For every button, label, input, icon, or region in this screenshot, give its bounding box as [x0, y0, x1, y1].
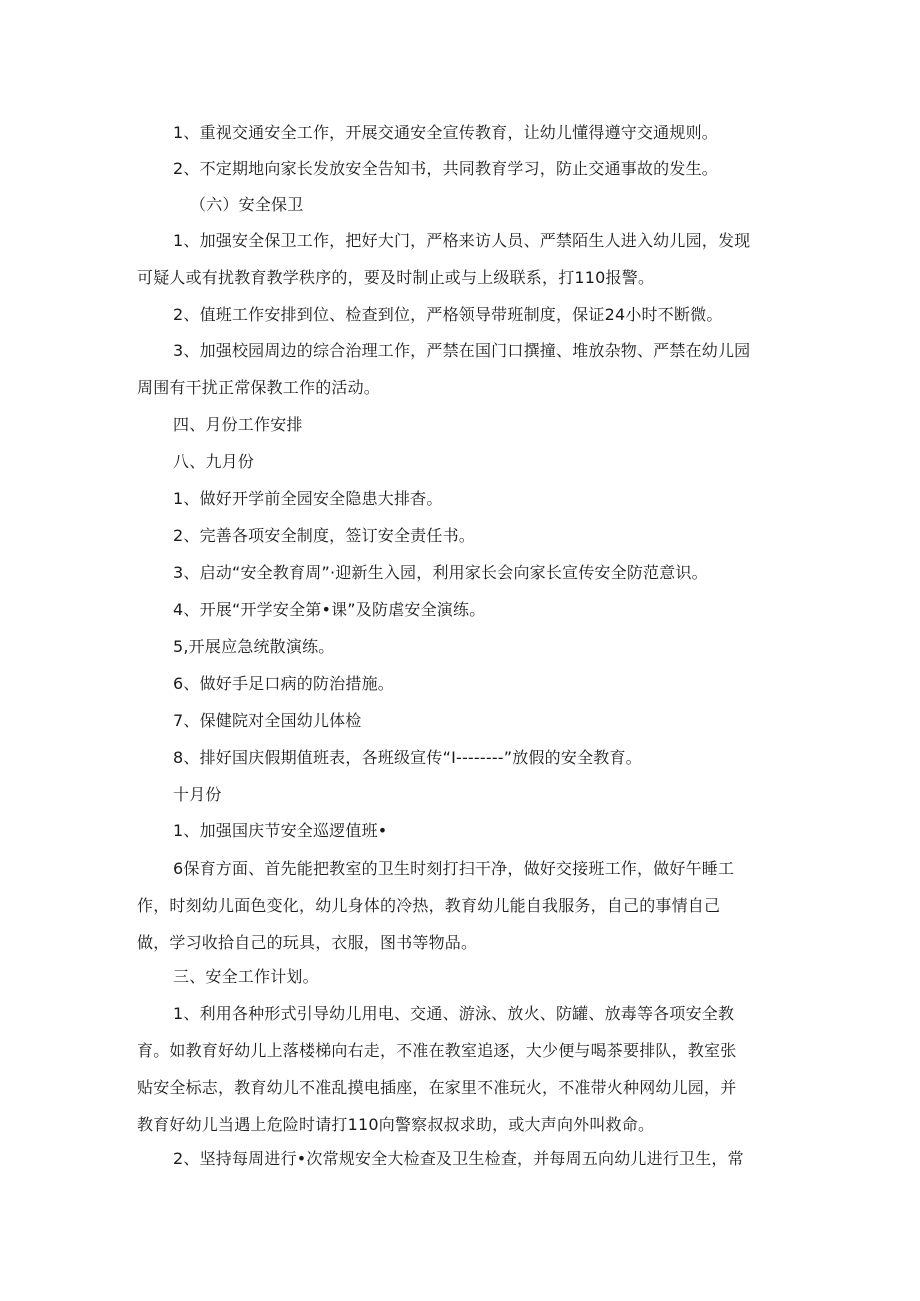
- list-item-aug-4: [173, 591, 773, 628]
- text-line: 教育好幼儿当遇上危险时请打110向警察叔叔求助，或大声向外叫救命。: [137, 1115, 655, 1134]
- section-heading-security: [190, 186, 790, 223]
- text-line: 4、开展“开学安全第•课”及防虐安全演练。: [173, 600, 486, 619]
- paragraph-traffic-2: [173, 150, 773, 187]
- text-line: 8、排好国庆假期值班表，各班级宣传“I--------”放假的安全教育。: [173, 748, 642, 767]
- paragraph-security-3: [137, 332, 773, 406]
- text-line: 周围有干扰正常保教工作的活动。: [137, 378, 381, 397]
- paragraph-plan-1: [137, 995, 773, 1143]
- list-item-aug-3: [173, 554, 773, 591]
- heading-aug-sep: [173, 443, 773, 480]
- text-line: （六）安全保卫: [190, 195, 304, 214]
- text-line: 2、完善各项安全制度，签订安全责任书。: [173, 526, 475, 545]
- text-line: 2、坚持每周进行•次常规安全大检查及卫生检查，并每周五向幼儿进行卫生，常: [173, 1149, 744, 1168]
- text-line: 四、月份工作安排: [173, 415, 303, 434]
- list-item-oct-1: [173, 812, 773, 849]
- text-line: 5,开展应急统散演练。: [173, 637, 335, 656]
- text-line: 1、加强国庆节安全巡逻值班•: [173, 821, 388, 840]
- text-line: 1、加强安全保卫工作，把好大门，严格来访人员、严禁陌生人进入幼儿园，发现: [173, 231, 751, 250]
- list-item-aug-8: [173, 739, 773, 776]
- heading-october: [173, 776, 773, 813]
- list-item-aug-7: [173, 702, 773, 739]
- text-line: 贴安全标志，教育幼儿不准乱摸电插座，在家里不准玩火，不准带火种网幼儿园，并: [137, 1078, 737, 1097]
- text-line: 2、值班工作安排到位、检查到位，严格领导带班制度，保证24小时不断微。: [173, 305, 723, 324]
- section-heading-safety-plan: [173, 958, 773, 995]
- list-item-aug-1: [173, 480, 773, 517]
- paragraph-plan-2: [173, 1140, 773, 1177]
- paragraph-traffic-1: [173, 114, 773, 151]
- paragraph-security-2: [173, 296, 773, 333]
- paragraph-security-1: [137, 222, 773, 296]
- text-line: 2、不定期地向家长发放安全告知书，共同教育学习，防止交通事故的发生。: [173, 159, 718, 178]
- text-line: 三、安全工作计划。: [173, 967, 319, 986]
- section-heading-monthly: [173, 406, 773, 443]
- text-line: 做，学习收拾自己的玩具，衣服，图书等物品。: [137, 933, 478, 952]
- text-line: 7、保健院对全国幼儿体检: [173, 711, 362, 730]
- text-line: 育。如教育好幼儿上落楼梯向右走，不准在教室追逐，大少便与喝茶要排队，教室张: [137, 1041, 737, 1060]
- list-item-aug-2: [173, 517, 773, 554]
- text-line: 可疑人或有扰教育教学秩序的，要及时制止或与上级联系，打110报警。: [137, 268, 655, 287]
- text-line: 6、做好手足口病的防治措施。: [173, 674, 394, 693]
- text-line: 3、加强校园周边的综合治理工作，严禁在国门口撰撞、堆放杂物、严禁在幼儿园: [173, 341, 751, 360]
- text-line: 3、启动“安全教育周”·迎新生入园，利用家长会向家长宣传安全防范意识。: [173, 563, 708, 582]
- text-line: 八、九月份: [173, 452, 255, 471]
- text-line: 十月份: [173, 785, 222, 804]
- text-line: 作，时刻幼儿面色变化，幼儿身体的冷热，教育幼儿能自我服务，自己的事情自己: [137, 896, 721, 915]
- text-line: 6保育方面、首先能把教室的卫生时刻打扫干净，做好交接班工作，做好午睡工: [173, 859, 735, 878]
- list-item-aug-6: [173, 665, 773, 702]
- list-item-aug-5: [173, 628, 773, 665]
- text-line: 1、重视交通安全工作，开展交通安全宣传教育，让幼儿懂得遵守交通规则。: [173, 123, 718, 142]
- text-line: 1、利用各种形式引导幼儿用电、交通、游泳、放火、防罐、放毒等各项安全教: [173, 1004, 735, 1023]
- paragraph-care: [137, 850, 773, 961]
- text-line: 1、做好开学前全园安全隐患大排杳。: [173, 489, 443, 508]
